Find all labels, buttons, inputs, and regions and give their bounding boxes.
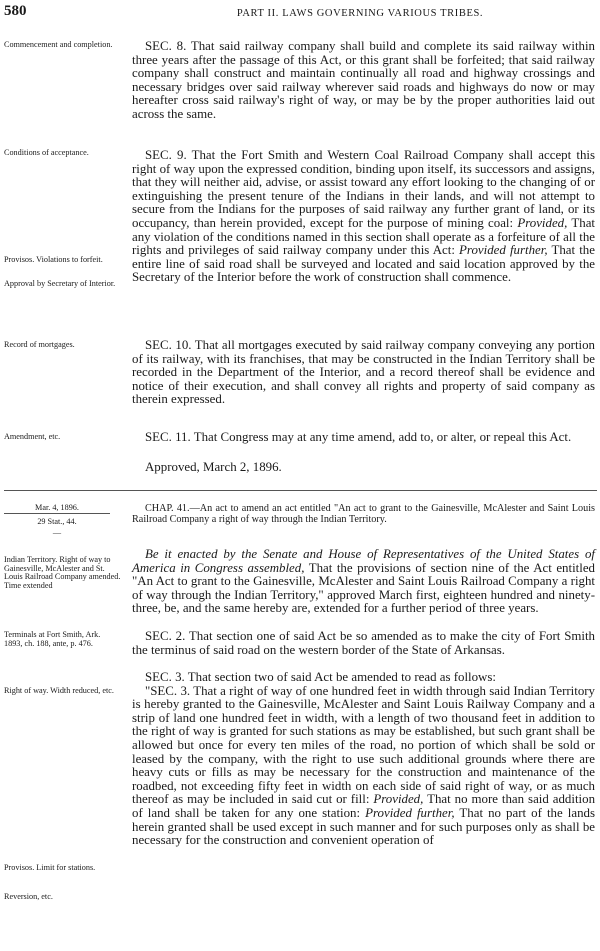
sidenote-record: Record of mortgages. — [4, 340, 75, 349]
sidenote-amendment: Amendment, etc. — [4, 432, 61, 441]
section-9-provided-further: Provided further, — [459, 243, 548, 258]
sidenote-commencement: Commencement and completion. — [4, 40, 113, 49]
running-head: PART II. LAWS GOVERNING VARIOUS TRIBES. — [236, 8, 484, 19]
enacting-block — [0, 548, 600, 616]
section-10-block — [0, 339, 600, 407]
chapter-section-2: SEC. 2. That section one of said Act be so amended as to make the city of Fort Smith the terminus of said road on the western border of the State of Arkansas. — [132, 629, 595, 657]
enacting-text: That the provisions of section nine of the Act entitled "An Act to grant to the Gainesville, McAlester and Saint Louis Railroad Company a right of way through the Indian Territory," approved March first, eighteen hundred and ninety-three, be, and the same hereby are, extended for a further period of three years. — [132, 560, 595, 616]
section-9-block — [0, 148, 600, 288]
sidenote-terminals: Terminals at Fort Smith, Ark. 1893, ch. 188, ante, p. 476. — [4, 630, 101, 648]
sidenote-reversion: Reversion, etc. — [4, 892, 53, 901]
section-9 — [132, 149, 595, 285]
chapter-dates — [4, 503, 110, 537]
chapter-section-3-text-c: That no part of the lands herein granted shall be used except in such manner and for such purposes only as shall be necessary for the construction and convenient operation of — [132, 805, 595, 848]
sidenote-approval: Approval by Secretary of Interior. — [4, 279, 116, 288]
chapter-date: Mar. 4, 1896. — [4, 503, 110, 514]
chapter-section-2-block — [0, 630, 600, 657]
chapter-section-3-quoted — [132, 685, 595, 848]
section-9-text-c: That the entire line of said road shall be surveyed and located and said location approved by the Secretary of the Interior before the work of construction shall commence. — [132, 243, 595, 285]
chapter-section-3-text-a: "SEC. 3. That a right of way of one hundred feet in width through said Indian Territory is hereby granted to the Gainesville, McAlester and Saint Louis Railway Company and a strip of land one hundred feet in width, with a length of two thousand feet in addition to the right of way is granted for such stations as may be established, but such grant shall be allowed but once for every ten miles of the road, no portion of which shall be sold or leased by the company, with the right to use such additional grounds where there are heavy cuts or fills as may be necessary for the construction and maintenance of the roadbed, not exceeding fifty feet in width on each side of said right of way, or as much thereof as may be included in said cut or fill: — [132, 683, 595, 807]
chapter-title: CHAP. 41.—An act to amend an act entitled "An act to grant to the Gainesville, McAlester and Saint Louis Railroad Company a right of way through the Indian Territory. — [132, 503, 595, 526]
sidenote-provisos-stations: Provisos. Limit for stations. — [4, 863, 96, 872]
approved-line: Approved, March 2, 1896. — [145, 460, 282, 474]
page-number: 580 — [4, 3, 27, 19]
section-9-provided: Provided, — [517, 215, 568, 230]
chapter-section-3-provided-further: Provided further, — [365, 805, 455, 820]
section-8-block — [0, 40, 600, 122]
section-10: SEC. 10. That all mortgages executed by said railway company conveying any portion of its railway, with its franchises, that may be constructed in the Indian Territory shall be recorded in the Department of the Interior, and a record thereof shall be evidence and notice of their execution, and shall convey all rights and property of said company as therein expressed. — [132, 338, 595, 407]
chapter-section-3-text-b: That no more than said addition of land shall be taken for any one station: — [132, 792, 596, 820]
section-11: SEC. 11. That Congress may at any time amend, add to, or alter, or repeal this Act. — [145, 430, 572, 444]
sidenote-right-of-way: Right of way. Width reduced, etc. — [4, 686, 114, 695]
chapter-section-3-block — [0, 670, 600, 901]
sidenote-conditions: Conditions of acceptance. — [4, 148, 89, 157]
chapter-section-3-intro: SEC. 3. That section two of said Act be amended to read as follows: — [145, 670, 496, 684]
section-9-text-b: That any violation of the conditions named in this section shall operate as a forfeiture of all the rights and privileges of said railway company under this Act: — [132, 215, 595, 258]
enacting-clause: Be it enacted by the Senate and House of Representatives of the United States of America in Congress assembled, — [132, 547, 595, 575]
chapter-mark: — — [52, 528, 62, 537]
section-9-text-a: SEC. 9. That the Fort Smith and Western Coal Railroad Company shall accept this right of way upon the expressed condition, binding upon itself, its successors and assigns, that they will neither aid, advise, or assist toward any effort looking to the changing of or extinguishing the present tenure of the Indians in their lands, and will not attempt to secure from the Indians for the purposes of said railway any further grant of land, or its occupancy, than herein provided, except for the purpose of mining coal: — [132, 148, 595, 230]
enacting-paragraph — [132, 548, 595, 616]
chapter-statute: 29 Stat., 44. — [37, 517, 77, 526]
sidenote-provisos-forfeit: Provisos. Violations to forfeit. — [4, 255, 103, 264]
sidenote-indian-territory: Indian Territory. Right of way to Gainesville, McAlester and St. Louis Railroad Company amended. Time extended — [4, 555, 121, 590]
section-8: SEC. 8. That said railway company shall build and complete its said railway within three years after the passage of this Act, or this grant shall be forfeited; that said railway company shall construct and maintain continually all road and highway crossings and necessary bridges over said railway wherever said roads and highways do now or may hereafter cross said railway's right of way, or may be by the proper authorities laid out across the same. — [132, 39, 595, 121]
chapter-section-3-provided: Provided, — [373, 792, 424, 807]
divider-rule — [4, 490, 597, 491]
section-11-block — [0, 431, 600, 445]
